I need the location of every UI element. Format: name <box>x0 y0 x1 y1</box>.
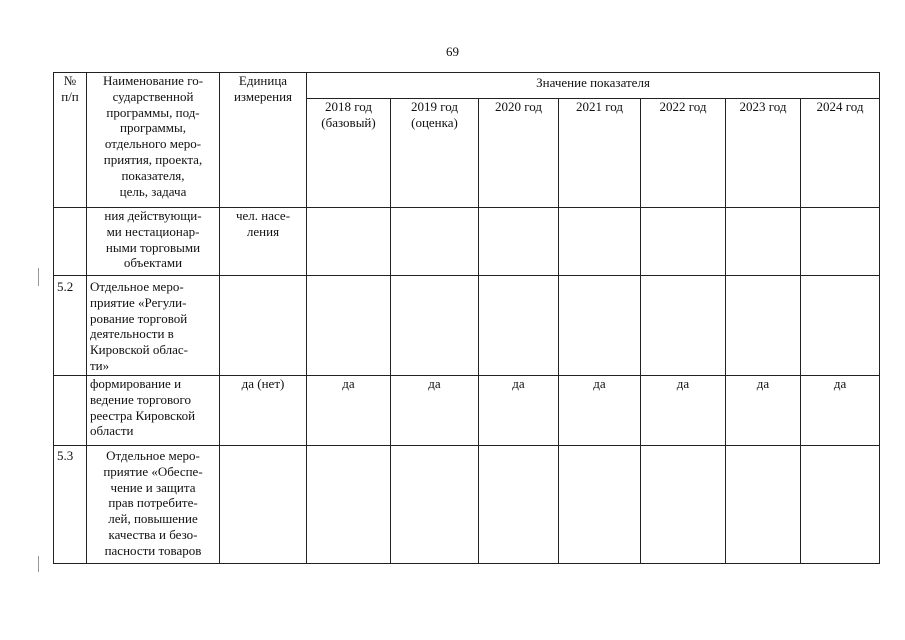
row-number <box>54 376 87 446</box>
row-number: 5.3 <box>54 446 87 564</box>
header-year: 2019 год (оценка) <box>391 99 479 208</box>
row-name: ния действующи- ми нестационар- ными торговыми объектами <box>87 208 220 276</box>
table-row <box>54 276 880 376</box>
row-value: да <box>559 376 641 446</box>
row-value: да <box>391 376 479 446</box>
header-year: 2021 год <box>559 99 641 208</box>
header-year: 2022 год <box>641 99 726 208</box>
row-value <box>726 208 801 276</box>
row-unit <box>220 276 307 376</box>
row-value <box>479 446 559 564</box>
header-values: Значение показателя <box>307 73 880 99</box>
row-value <box>641 446 726 564</box>
row-value <box>391 446 479 564</box>
indicator-table <box>53 72 880 564</box>
scan-margin-mark <box>38 268 39 286</box>
row-value <box>801 276 880 376</box>
row-value: да <box>641 376 726 446</box>
header-year: 2024 год <box>801 99 880 208</box>
row-value <box>391 208 479 276</box>
row-value <box>801 208 880 276</box>
row-value <box>726 276 801 376</box>
header-unit: Единица измерения <box>220 73 307 208</box>
row-value <box>559 276 641 376</box>
row-value <box>559 208 641 276</box>
row-value <box>479 276 559 376</box>
table-header-row <box>54 73 880 99</box>
header-name: Наименование го- сударственной программы, под- программы, отдельного меро- приятия, проекта, показателя, цель, задача <box>87 73 220 208</box>
row-value: да <box>307 376 391 446</box>
row-number: 5.2 <box>54 276 87 376</box>
table-row <box>54 446 880 564</box>
row-value: да <box>801 376 880 446</box>
row-value <box>479 208 559 276</box>
table-row <box>54 376 880 446</box>
row-name: формирование и ведение торгового реестра Кировской области <box>87 376 220 446</box>
row-value <box>307 276 391 376</box>
row-value: да <box>479 376 559 446</box>
row-value <box>391 276 479 376</box>
row-unit: да (нет) <box>220 376 307 446</box>
row-number <box>54 208 87 276</box>
row-value <box>641 208 726 276</box>
row-value <box>559 446 641 564</box>
row-name: Отдельное меро- приятие «Регули- рование торговой деятельности в Кировской облас- ти» <box>87 276 220 376</box>
row-unit <box>220 446 307 564</box>
header-year: 2023 год <box>726 99 801 208</box>
row-value <box>641 276 726 376</box>
page-number: 69 <box>446 44 459 59</box>
row-value <box>307 446 391 564</box>
row-unit: чел. насе- ления <box>220 208 307 276</box>
row-value: да <box>726 376 801 446</box>
row-value <box>726 446 801 564</box>
scan-margin-mark <box>38 556 39 572</box>
row-name: Отдельное меро- приятие «Обеспе- чение и защита прав потребите- лей, повышение качества и безо- пасности товаров <box>87 446 220 564</box>
header-year: 2020 год <box>479 99 559 208</box>
row-value <box>307 208 391 276</box>
table-row <box>54 208 880 276</box>
row-value <box>801 446 880 564</box>
header-year: 2018 год (базовый) <box>307 99 391 208</box>
header-number: № п/п <box>54 73 87 208</box>
